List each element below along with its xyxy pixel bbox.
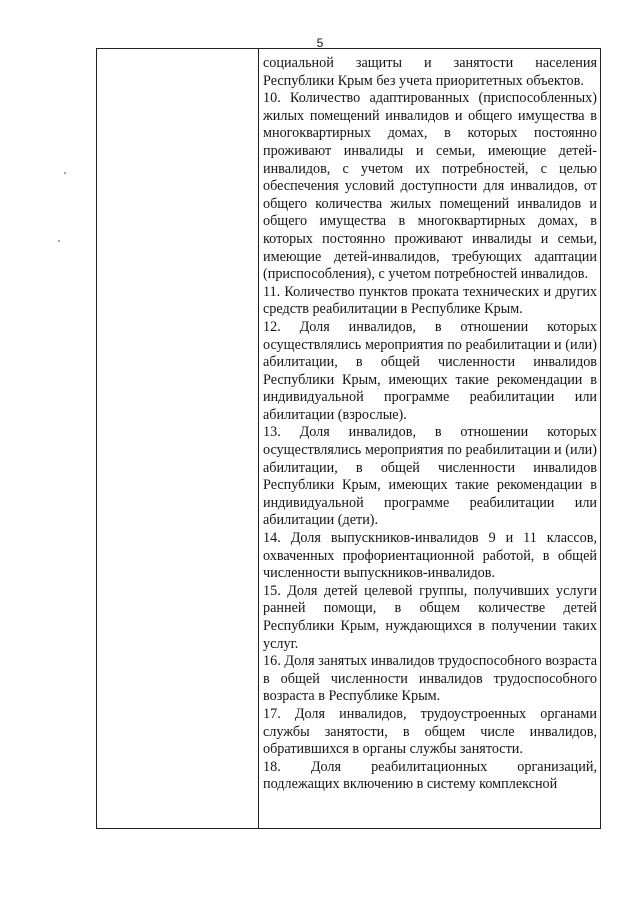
table-right-cell — [263, 55, 597, 794]
list-item: 18. Доля реабилитационных организаций, подлежащих включению в систему комплексной — [263, 758, 597, 793]
table-left-cell — [97, 49, 259, 828]
list-item: 13. Доля инвалидов, в отношении которых осуществлялись мероприятия по реабилитации и (или) абилитации, в общей численности инвалидов Республики Крым, имеющих такие рекомендации в индивидуальной программе реабилитации или абилитации (дети). — [263, 424, 597, 529]
list-item: 11. Количество пунктов проката технических и других средств реабилитации в Республике Крым. — [263, 283, 597, 318]
list-item: социальной защиты и занятости населения Республики Крым без учета приоритетных объектов. — [263, 55, 597, 89]
list-item: 14. Доля выпускников-инвалидов 9 и 11 классов, охваченных профориентационной работой, в общей численности выпускников-инвалидов. — [263, 530, 597, 582]
list-item: 16. Доля занятых инвалидов трудоспособного возраста в общей численности инвалидов трудоспособного возраста в Республике Крым. — [263, 653, 597, 705]
page-number: 5 — [316, 36, 324, 50]
list-item: 17. Доля инвалидов, трудоустроенных органами службы занятости, в общем числе инвалидов, обратившихся в органы службы занятости. — [263, 705, 597, 758]
document-table — [96, 48, 601, 829]
list-item: 10. Количество адаптированных (приспособленных) жилых помещений инвалидов и общего имущества в многоквартирных домах, в которых постоянно проживают инвалиды и семьи, имеющие детей-инвалидов, с учетом их потребностей, с целью обеспечения условий доступности для инвалидов, от общего количества жилых помещений инвалидов и общего имущества в многоквартирных домах, в которых постоянно проживают инвалиды и семьи, имеющие детей-инвалидов, требующих адаптации (приспособления), с учетом потребностей инвалидов. — [263, 90, 597, 283]
scan-speck — [64, 172, 66, 174]
list-item: 12. Доля инвалидов, в отношении которых осуществлялись мероприятия по реабилитации и (или) абилитации, в общей численности инвалидов Республики Крым, имеющих такие рекомендации в индивидуальной программе реабилитации или абилитации (взрослые). — [263, 318, 597, 423]
scan-speck — [58, 240, 60, 242]
list-item: 15. Доля детей целевой группы, получивших услуги ранней помощи, в общем количестве детей Республики Крым, нуждающихся в получении таких услуг. — [263, 582, 597, 652]
